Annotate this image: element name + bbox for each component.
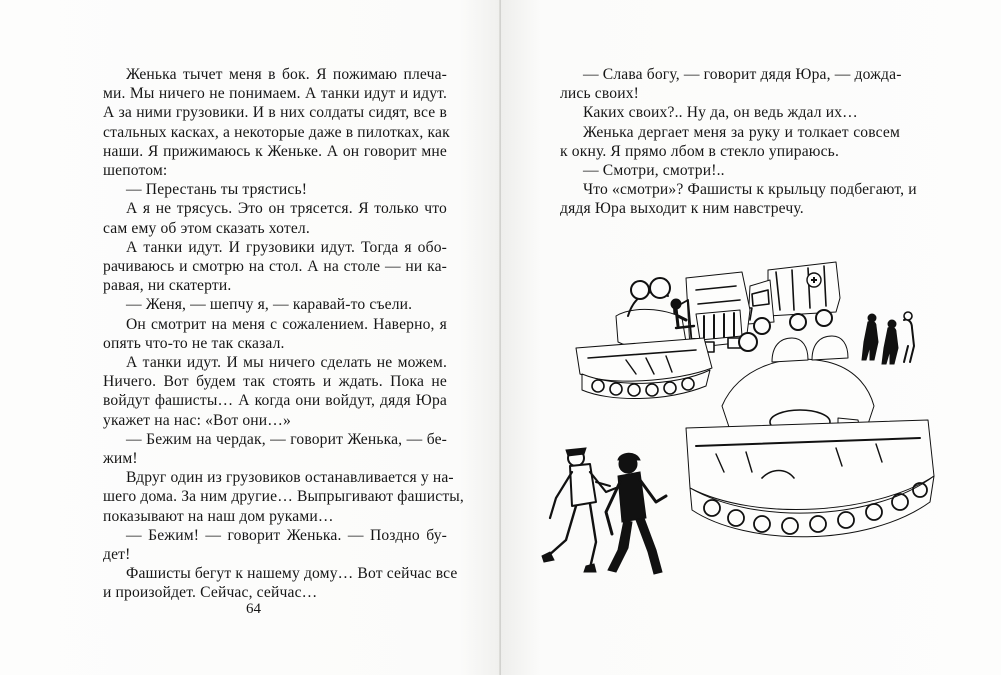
text-line: укажет на нас: «Вот они…»	[103, 411, 291, 429]
text-line: ми. Мы ничего не понимаем. А танки идут и идут.	[103, 85, 447, 103]
text-line: А за ними грузовики. И в них солдаты сидят, все в	[103, 104, 447, 122]
left-page-text	[103, 65, 464, 603]
text-line: — Женя, — шепчу я, — каравай-то съели.	[126, 296, 413, 314]
text-line: дядя Юра выходит к ним навстречу.	[560, 200, 804, 218]
text-line: рачиваюсь и смотрю на стол. А на столе — ни ка-	[103, 258, 447, 276]
text-line: сам ему об этом сказать хотел.	[103, 219, 310, 237]
page-number: 64	[246, 601, 261, 617]
text-line: стальных касках, а некоторые даже в пилотках, как	[103, 123, 450, 141]
tanks-illustration	[536, 250, 944, 590]
text-line: Фашисты бегут к нашему дому… Вот сейчас все	[126, 565, 458, 583]
text-line: — Бежим на чердак, — говорит Женька, — бе-	[126, 430, 447, 448]
text-line: Что «смотри»? Фашисты к крыльцу подбегают, и	[583, 181, 917, 199]
right-page-text	[560, 65, 917, 219]
text-line: лись своих!	[560, 85, 640, 103]
left-page	[0, 0, 500, 675]
text-line: Женька тычет меня в бок. Я пожимаю плеча-	[126, 66, 447, 83]
text-line: Вдруг один из грузовиков останавливается у на-	[126, 469, 454, 487]
text-line: А танки идут. И мы ничего сделать не можем.	[126, 354, 447, 372]
text-line: Каких своих?.. Ну да, он ведь ждал их…	[583, 104, 858, 122]
text-line: А я не трясусь. Это он трясется. Я только что	[126, 200, 447, 218]
text-line: наши. Я прижимаюсь к Женьке. А он говорит мне	[103, 142, 447, 160]
ambulance-truck	[744, 262, 840, 334]
text-line: — Смотри, смотри!..	[583, 162, 725, 180]
large-tank	[686, 336, 934, 537]
text-line: А танки идут. И грузовики идут. Тогда я обо-	[126, 238, 447, 256]
text-line: — Бежим! — говорит Женька. — Поздно бу-	[126, 526, 447, 544]
text-line: Женька дергает меня за руку и толкает совсем	[583, 123, 900, 141]
text-line: и произойдет. Сейчас, сейчас…	[103, 584, 318, 602]
text-line: опять что-то не так сказал.	[103, 334, 285, 352]
text-line: — Перестань ты трястись!	[126, 181, 308, 199]
running-soldier-2	[596, 453, 666, 574]
text-line: равая, ни скатерти.	[103, 277, 232, 295]
running-soldier-1	[542, 448, 616, 572]
text-line: показывают на наш дом руками…	[103, 507, 334, 525]
text-line: Он смотрит на меня с сожалением. Наверно, я	[126, 315, 447, 333]
distant-soldiers	[862, 312, 914, 364]
text-line: шего дома. За ним другие… Выпрыгивают фашисты,	[103, 488, 464, 506]
text-line: к окну. Я прямо лбом в стекло упираюсь.	[560, 142, 839, 160]
text-line: — Слава богу, — говорит дядя Юра, — дожда-	[583, 66, 902, 83]
text-line: жим!	[103, 450, 138, 468]
text-line: шепотом:	[103, 162, 168, 180]
illustration-svg	[536, 250, 944, 590]
text-line: Ничего. Вот будем так стоять и ждать. Пока не	[103, 373, 447, 391]
text-line: войдут фашисты… А когда они войдут, дядя Юра	[103, 392, 447, 410]
text-line: дет!	[103, 546, 131, 564]
